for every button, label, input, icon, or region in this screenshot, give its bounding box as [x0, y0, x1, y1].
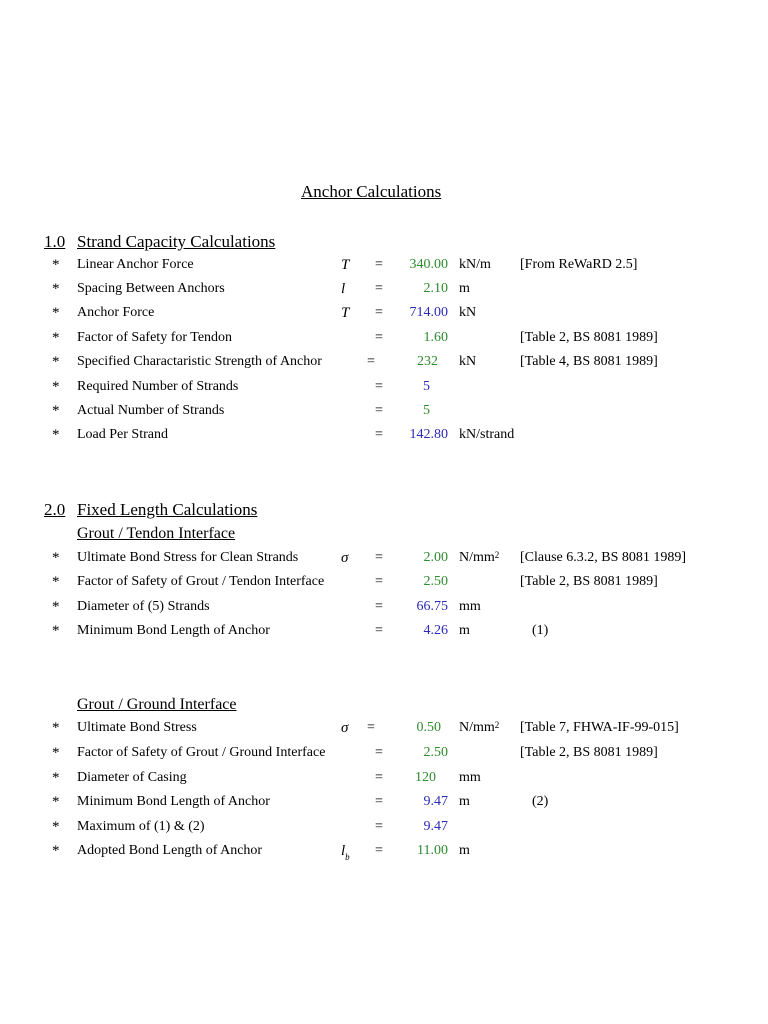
row-note: (2) [532, 794, 549, 809]
bullet-star: * [52, 720, 60, 736]
row-unit: kN/strand [459, 427, 515, 442]
row-unit: m [459, 623, 470, 638]
row-value: 714.00 [409, 305, 448, 320]
row-value: 142.80 [409, 427, 448, 442]
row-label: Spacing Between Anchors [77, 281, 225, 296]
calc-row [0, 820, 768, 838]
row-value: 232 [417, 354, 438, 369]
calc-row [0, 258, 768, 276]
bullet-star: * [52, 843, 60, 859]
row-symbol: σ [341, 550, 349, 566]
calc-row [0, 404, 768, 422]
calc-row [0, 306, 768, 324]
row-reference: [Table 2, BS 8081 1989] [520, 574, 658, 589]
row-label: Minimum Bond Length of Anchor [77, 623, 270, 638]
bullet-star: * [52, 403, 60, 419]
equals-sign: = [375, 574, 383, 589]
row-unit: m [459, 281, 470, 296]
row-value: 0.50 [416, 720, 441, 735]
bullet-star: * [52, 257, 60, 273]
row-note: (1) [532, 623, 549, 638]
bullet-star: * [52, 330, 60, 346]
row-value: 2.50 [423, 574, 448, 589]
row-reference: [Table 7, FHWA-IF-99-015] [520, 720, 679, 735]
bullet-star: * [52, 379, 60, 395]
row-label: Diameter of Casing [77, 770, 187, 785]
row-value: 4.26 [423, 623, 448, 638]
subsection-grout-tendon-title: Grout / Tendon Interface [77, 525, 236, 542]
bullet-star: * [52, 770, 60, 786]
row-symbol: σ [341, 720, 349, 736]
calc-row [0, 624, 768, 642]
equals-sign: = [375, 330, 383, 345]
row-label: Required Number of Strands [77, 379, 239, 394]
row-value: 2.10 [423, 281, 448, 296]
row-unit: kN [459, 354, 477, 369]
equals-sign: = [367, 720, 375, 735]
equals-sign: = [375, 794, 383, 809]
row-reference: [Table 4, BS 8081 1989] [520, 354, 658, 369]
section-2-title: Fixed Length Calculations [77, 500, 258, 519]
section-2-number: 2.0 [44, 500, 66, 519]
row-label: Actual Number of Strands [77, 403, 225, 418]
bullet-star: * [52, 574, 60, 590]
row-label: Ultimate Bond Stress [77, 720, 197, 735]
equals-sign: = [375, 745, 383, 760]
row-label: Diameter of (5) Strands [77, 599, 210, 614]
equals-sign: = [367, 354, 375, 369]
calc-row [0, 771, 768, 789]
equals-sign: = [375, 305, 383, 320]
row-value: 5 [423, 403, 430, 418]
row-value: 66.75 [416, 599, 448, 614]
row-label: Factor of Safety of Grout / Ground Interface [77, 745, 326, 760]
row-reference: [Clause 6.3.2, BS 8081 1989] [520, 550, 687, 565]
calc-row [0, 844, 768, 862]
row-value: 340.00 [409, 257, 448, 272]
equals-sign: = [375, 427, 383, 442]
row-label: Maximum of (1) & (2) [77, 819, 205, 834]
calc-row [0, 380, 768, 398]
bullet-star: * [52, 794, 60, 810]
subsection-grout-ground-title: Grout / Ground Interface [77, 696, 237, 713]
row-unit: $N/mm^2$ [459, 550, 500, 565]
row-value: 120 [415, 770, 436, 785]
equals-sign: = [375, 623, 383, 638]
calc-row [0, 355, 768, 373]
bullet-star: * [52, 427, 60, 443]
row-unit: m [459, 794, 470, 809]
row-symbol: $l_b$ [341, 843, 350, 862]
calc-row [0, 331, 768, 349]
row-symbol: T [341, 257, 350, 273]
row-unit: kN [459, 305, 477, 320]
row-label: Specified Charactaristic Strength of Anchor [77, 354, 322, 369]
equals-sign: = [375, 403, 383, 418]
calc-row [0, 282, 768, 300]
equals-sign: = [375, 599, 383, 614]
calc-row [0, 600, 768, 618]
equals-sign: = [375, 281, 383, 296]
equals-sign: = [375, 843, 383, 858]
row-unit: mm [459, 770, 481, 785]
row-label: Minimum Bond Length of Anchor [77, 794, 270, 809]
bullet-star: * [52, 281, 60, 297]
row-label: Load Per Strand [77, 427, 168, 442]
row-label: Factor of Safety for Tendon [77, 330, 233, 345]
equals-sign: = [375, 379, 383, 394]
bullet-star: * [52, 819, 60, 835]
row-reference: [From ReWaRD 2.5] [520, 257, 638, 272]
row-value: 5 [423, 379, 430, 394]
row-label: Anchor Force [77, 305, 155, 320]
calc-row [0, 721, 768, 739]
bullet-star: * [52, 354, 60, 370]
row-reference: [Table 2, BS 8081 1989] [520, 330, 658, 345]
row-reference: [Table 2, BS 8081 1989] [520, 745, 658, 760]
equals-sign: = [375, 550, 383, 565]
row-value: 9.47 [423, 794, 448, 809]
row-label: Adopted Bond Length of Anchor [77, 843, 263, 858]
row-value: 1.60 [423, 330, 448, 345]
calc-row [0, 575, 768, 593]
row-label: Factor of Safety of Grout / Tendon Interface [77, 574, 325, 589]
row-value: 9.47 [423, 819, 448, 834]
row-unit: m [459, 843, 470, 858]
bullet-star: * [52, 745, 60, 761]
row-value: 11.00 [417, 843, 448, 858]
row-label: Linear Anchor Force [77, 257, 194, 272]
bullet-star: * [52, 623, 60, 639]
equals-sign: = [375, 770, 383, 785]
row-label: Ultimate Bond Stress for Clean Strands [77, 550, 299, 565]
row-symbol: l [341, 281, 346, 297]
row-unit: mm [459, 599, 481, 614]
row-value: 2.50 [423, 745, 448, 760]
calc-row [0, 551, 768, 569]
calc-row [0, 428, 768, 446]
equals-sign: = [375, 257, 383, 272]
row-symbol: T [341, 305, 350, 321]
row-unit: kN/m [459, 257, 491, 272]
section-1-title: Strand Capacity Calculations [77, 232, 276, 251]
bullet-star: * [52, 305, 60, 321]
bullet-star: * [52, 599, 60, 615]
equals-sign: = [375, 819, 383, 834]
calc-row [0, 795, 768, 813]
calc-row [0, 746, 768, 764]
document-title: Anchor Calculations [301, 182, 442, 201]
row-unit: $N/mm^2$ [459, 720, 500, 735]
row-value: 2.00 [423, 550, 448, 565]
bullet-star: * [52, 550, 60, 566]
section-1-number: 1.0 [44, 232, 66, 251]
